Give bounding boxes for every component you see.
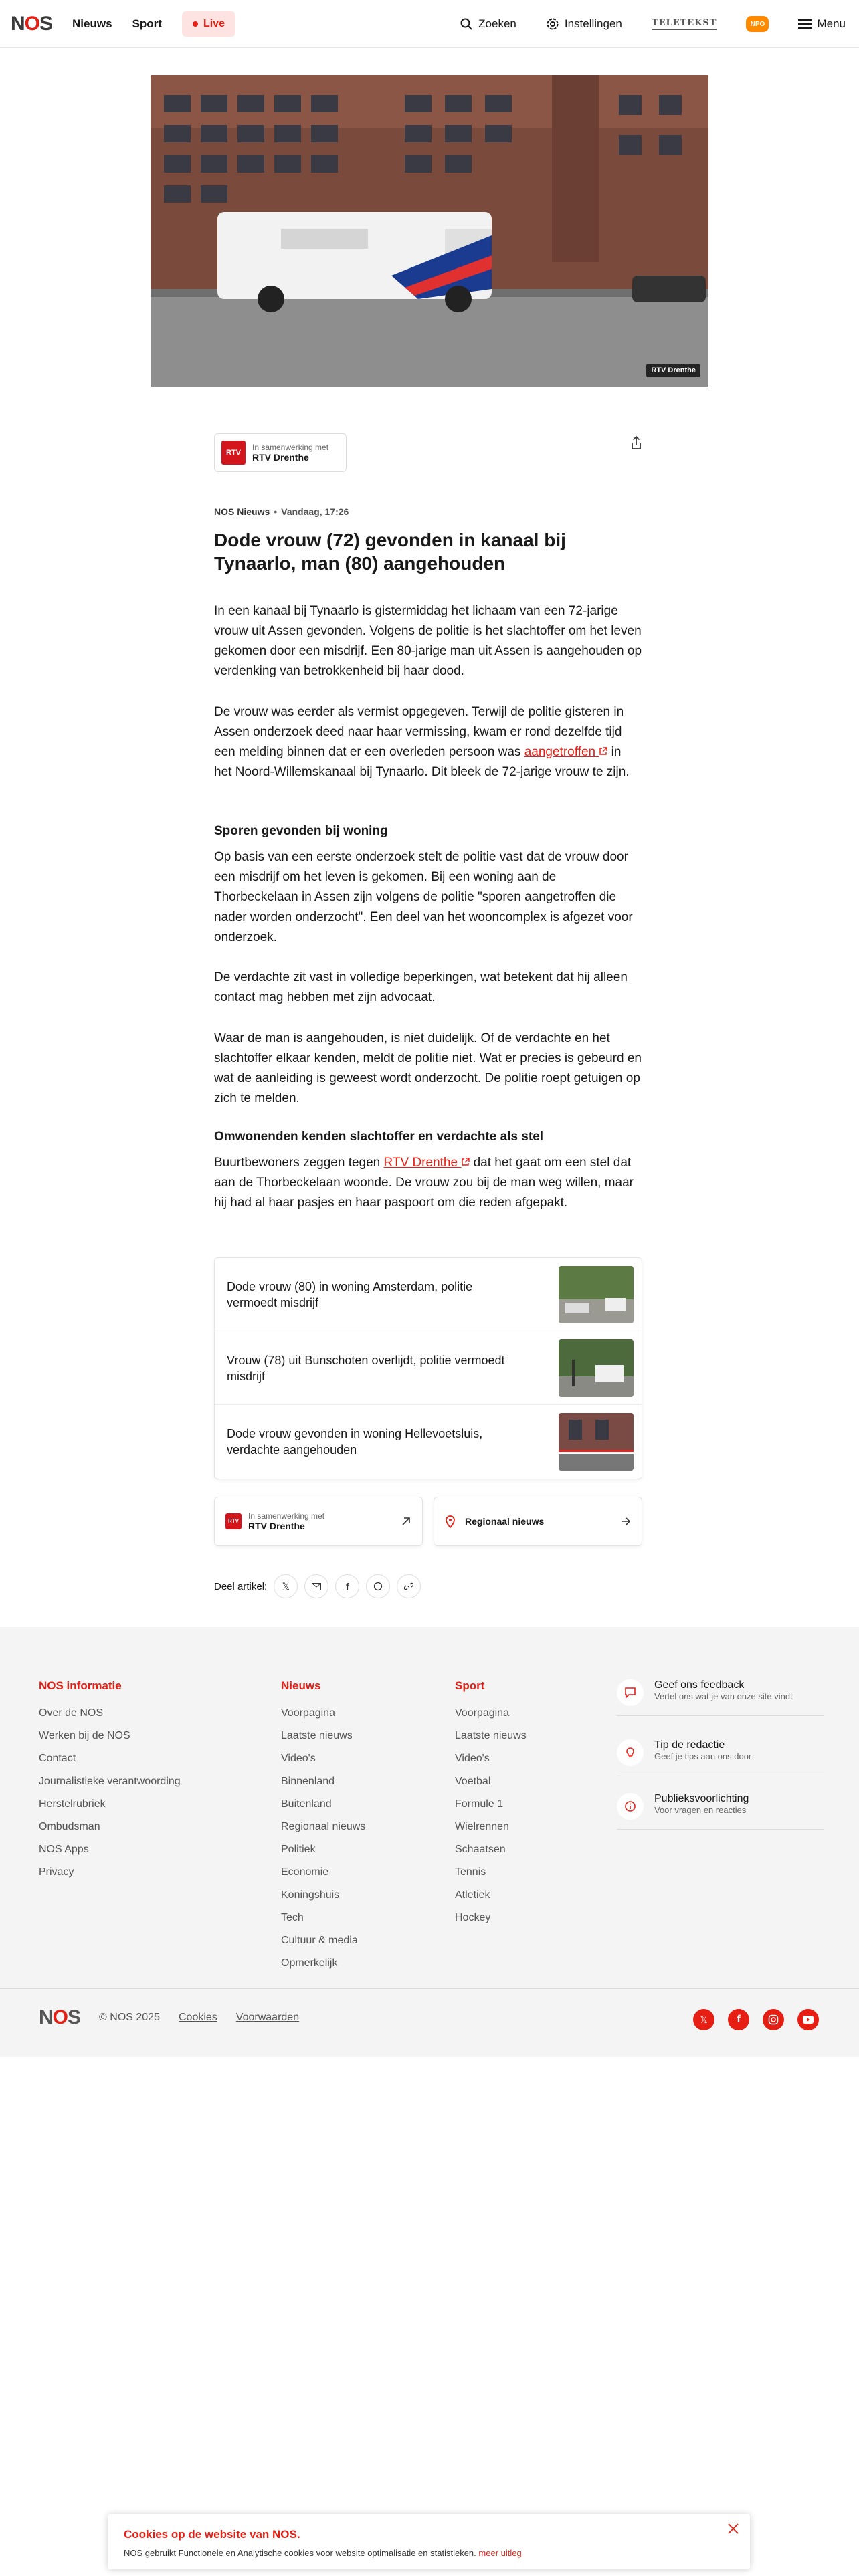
external-link-icon [461,1158,470,1166]
live-dot-icon [193,21,198,27]
footer [0,1627,859,2057]
location-pin-icon [445,1515,456,1528]
footer-link[interactable]: Binnenland [281,1776,335,1787]
gear-icon [546,17,559,31]
collab-label: In samenwerking met [252,443,329,452]
rtv-drenthe-logo: RTV [221,441,246,465]
photo-credit: RTV Drenthe [646,364,700,377]
footer-link[interactable]: Voetbal [455,1776,491,1787]
subheading-sporen: Sporen gevonden bij woning [214,824,388,838]
footer-link[interactable]: Wielrennen [455,1821,509,1832]
settings-button[interactable]: Instellingen [546,17,622,31]
cookie-banner [108,2514,750,2569]
footer-link[interactable]: Herstelrubriek [39,1798,106,1810]
instagram-icon[interactable] [763,2009,784,2030]
tip-item[interactable]: Tip de redactie Geef je tips aan ons door [617,1739,824,1776]
youtube-icon[interactable] [797,2009,819,2030]
footer-link[interactable]: Tennis [455,1866,486,1878]
footer-link[interactable]: Hockey [455,1912,491,1923]
footer-col-sport: Sport Voorpagina Laatste nieuws Video's Voetbal Formule 1 Wielrennen Schaatsen Tennis Atletiek Hockey [455,1679,527,1929]
related-item[interactable]: Dode vrouw gevonden in woning Hellevoetsluis, verdachte aangehouden [215,1405,642,1479]
arrow-up-right-icon [401,1516,411,1527]
footer-link[interactable]: Journalistieke verantwoording [39,1776,181,1787]
footer-link[interactable]: Buitenland [281,1798,332,1810]
lightbulb-icon [624,1747,636,1759]
info-icon [624,1800,636,1812]
search-button[interactable]: Zoeken [460,17,516,31]
cookie-more-link[interactable]: meer uitleg [478,2548,522,2558]
arrow-right-icon [620,1516,631,1527]
link-share-icon[interactable] [397,1574,421,1598]
footer-link[interactable]: Opmerkelijk [281,1957,338,1969]
nav-nieuws[interactable]: Nieuws [72,17,112,30]
related-thumbnail [559,1339,634,1397]
x-icon[interactable]: 𝕏 [693,2009,714,2030]
footer-link[interactable]: Economie [281,1866,329,1878]
paragraph-4: De verdachte zit vast in volledige beperkingen, wat betekent dat hij alleen contact mag hebben met zijn advocaat. [214,970,628,1004]
article-title: Dode vrouw (72) gevonden in kanaal bij Tynaarlo, man (80) aangehouden [214,530,566,574]
footer-link[interactable]: Atletiek [455,1889,490,1901]
copyright: © NOS 2025 [99,2012,160,2023]
feedback-icon [624,1687,636,1699]
footer-link[interactable]: Voorpagina [281,1707,335,1719]
cookie-title: Cookies op de website van NOS. [124,2528,300,2541]
share-icon [628,435,645,452]
share-button[interactable] [628,435,645,452]
footer-link[interactable]: Formule 1 [455,1798,504,1810]
menu-button[interactable]: Menu [798,17,846,31]
paragraph-5: Waar de man is aangehouden, is niet duidelijk. Of de verdachte en het slachtoffer elkaar kenden, meldt de politie niet. Wat er precies is gebeurd en wat de aanleiding is geweest wordt onderzocht. De politie roept getuigen op zich te melden. [214,1031,642,1105]
paragraph-2: De vrouw was eerder als vermist opgegeven. Terwijl de politie gisteren in Assen onderzoek deed naar haar vermissing, kwam er rond dezelfde tijd een melding binnen dat er een overleden persoon was aangetroffen in het Noord-Willemskanaal bij Tynaarlo. Dit bleek de 72-jarige vrouw te zijn. [214,705,630,779]
article-meta: NOS Nieuws • Vandaag, 17:26 [214,506,349,517]
top-header [0,0,859,48]
footer-link[interactable]: Video's [455,1753,490,1764]
article-date: Vandaag, 17:26 [281,506,349,517]
footer-link[interactable]: Laatste nieuws [281,1730,353,1741]
footer-link[interactable]: Schaatsen [455,1844,506,1855]
paragraph-1: In een kanaal bij Tynaarlo is gistermiddag het lichaam van een 72-jarige vrouw uit Assen gevonden. Volgens de politie is het slachtoffer om het leven gekomen door een misdrijf. Een 80-jarige man uit Assen is aangehouden op verdenking van betrokkenheid bij haar dood. [214,604,642,678]
live-button[interactable]: Live [182,11,235,37]
search-icon [460,17,473,31]
footer-link[interactable]: Over de NOS [39,1707,104,1719]
cookies-link[interactable]: Cookies [178,2012,217,2023]
related-item[interactable]: Vrouw (78) uit Bunschoten overlijdt, politie vermoedt misdrijf [215,1331,642,1405]
footer-bar [0,1988,859,2028]
hero-photo [151,75,708,387]
aangetroffen-link[interactable]: aangetroffen [524,745,608,759]
related-thumbnail [559,1413,634,1471]
teletekst-link[interactable]: TELETEKST [652,18,717,30]
footer-link[interactable]: Tech [281,1912,304,1923]
external-link-icon [599,747,607,756]
collab-badge[interactable] [214,433,347,472]
share-row [214,1574,421,1598]
terms-link[interactable]: Voorwaarden [235,2012,300,2023]
footer-link[interactable]: Voorpagina [455,1707,509,1719]
footer-link[interactable]: Privacy [39,1866,74,1878]
related-thumbnail [559,1266,634,1323]
nav-sport[interactable]: Sport [132,17,162,30]
share-label: Deel artikel: [214,1580,268,1592]
nos-logo[interactable]: N O S [11,12,53,35]
subheading-omwonenden: Omwonenden kenden slachtoffer en verdachte als stel [214,1130,544,1144]
footer-nos-logo[interactable]: N O S [39,2006,81,2028]
close-icon[interactable] [726,2521,741,2536]
footer-link[interactable]: Contact [39,1753,76,1764]
related-articles [214,1257,642,1479]
regional-news-card[interactable]: Regionaal nieuws [434,1497,642,1546]
footer-col-nos-info: NOS informatie Over de NOS Werken bij de NOS Contact Journalistieke verantwoording Herstelrubriek Ombudsman NOS Apps Privacy [39,1679,181,1884]
feedback-item[interactable]: Geef ons feedback Vertel ons wat je van onze site vindt [617,1679,824,1716]
article-source: NOS Nieuws [214,506,270,517]
x-share-icon[interactable]: 𝕏 [274,1574,298,1598]
paragraph-3: Op basis van een eerste onderzoek stelt de politie vast dat de vrouw door een misdrijf om het leven is gekomen. Bij een woning aan de Thorbeckelaan in Assen zijn volgens de politie "sporen aangetroffen die nader worden onderzocht". Een deel van het wooncomplex is afgezet voor onderzoek. [214,850,633,944]
footer-link[interactable]: NOS Apps [39,1844,89,1855]
facebook-share-icon[interactable]: f [335,1574,359,1598]
footer-link[interactable]: Ombudsman [39,1821,100,1832]
footer-link[interactable]: Politiek [281,1844,316,1855]
footer-link[interactable]: Werken bij de NOS [39,1730,130,1741]
facebook-icon[interactable]: f [728,2009,749,2030]
npo-logo[interactable]: NPO [746,16,769,32]
footer-link[interactable]: Koningshuis [281,1889,340,1901]
footer-link[interactable]: Laatste nieuws [455,1730,527,1741]
footer-link[interactable]: Video's [281,1753,316,1764]
collab-card[interactable]: RTV In samenwerking met RTV Drenthe [214,1497,423,1546]
hamburger-icon [798,19,812,29]
collab-partner: RTV Drenthe [252,452,309,463]
footer-link[interactable]: Cultuur & media [281,1935,358,1946]
rtv-drenthe-logo: RTV [225,1513,242,1529]
whatsapp-share-icon[interactable] [366,1574,390,1598]
footer-col-nieuws: Nieuws Voorpagina Laatste nieuws Video's Binnenland Buitenland Regionaal nieuws Politiek Economie Koningshuis Tech Cultuur & media Opmerkelijk [281,1679,365,1975]
publieksvoorlichting-item[interactable]: Publieksvoorlichting Voor vragen en reacties [617,1793,824,1830]
related-item[interactable]: Dode vrouw (80) in woning Amsterdam, politie vermoedt misdrijf [215,1258,642,1331]
hero-image [151,75,708,387]
mail-share-icon[interactable] [304,1574,328,1598]
rtv-drenthe-link[interactable]: RTV Drenthe [384,1156,470,1170]
cookie-text: NOS gebruikt Functionele en Analytische cookies voor website optimalisatie en statistieken. [124,2548,476,2558]
paragraph-6: Buurtbewoners zeggen tegen RTV Drenthe dat het gaat om een stel dat aan de Thorbeckelaan woonde. De vrouw zou bij de man weg willen, maar hij had al haar pasjes en haar paspoort om die reden afgepakt. [214,1156,634,1210]
footer-link[interactable]: Regionaal nieuws [281,1821,366,1832]
